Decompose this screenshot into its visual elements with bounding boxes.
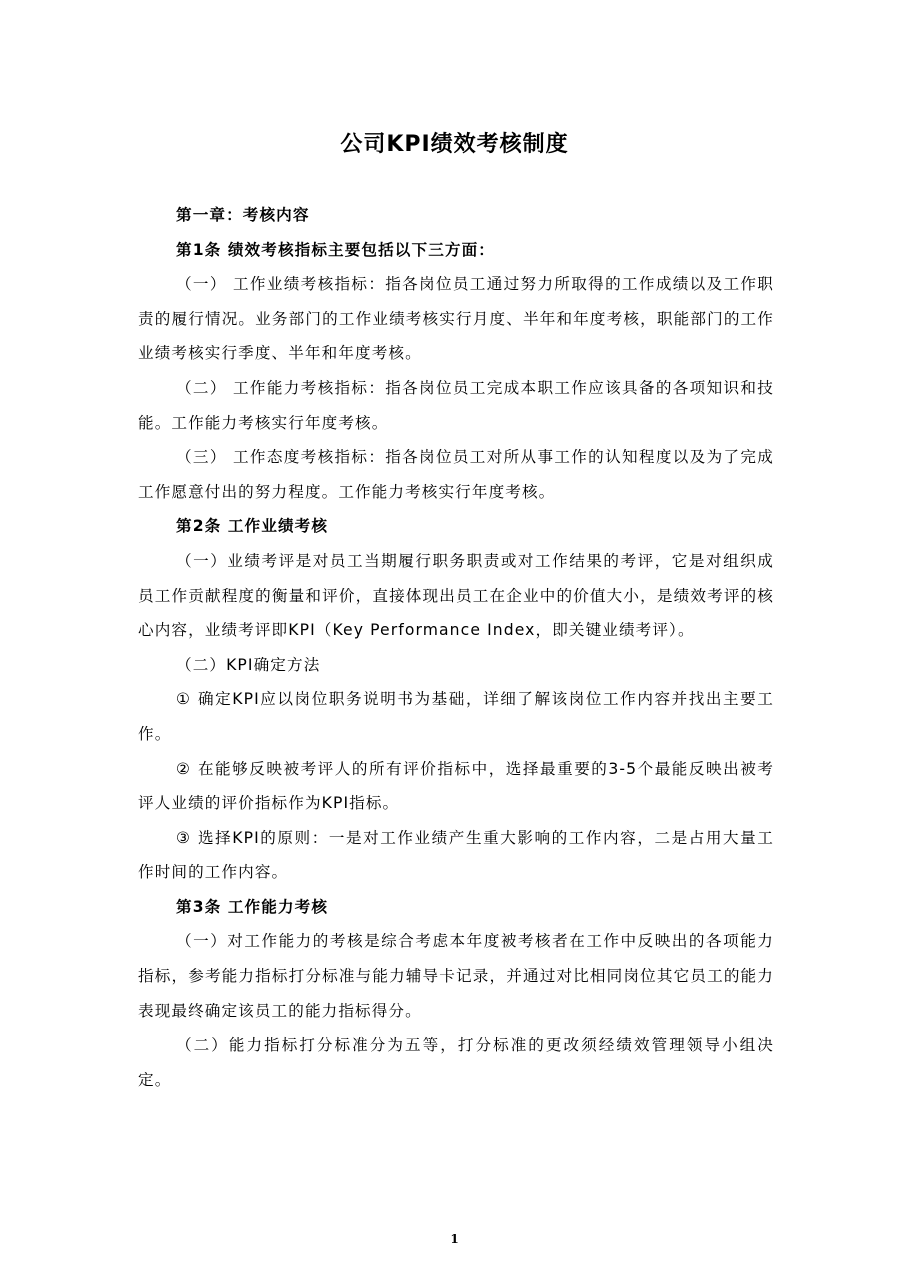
list-item-kpi-2: ② 在能够反映被考评人的所有评价指标中，选择最重要的3-5个最能反映出被考评人业绩的评价指标作为KPI指标。 [138, 759, 774, 813]
paragraph-ability-scoring: （二）能力指标打分标准分为五等，打分标准的更改须经绩效管理领导小组决定。 [138, 1036, 774, 1089]
article-1-heading: 第1条 绩效考核指标主要包括以下三方面： [176, 240, 495, 259]
article-2-heading: 第2条 工作业绩考核 [176, 517, 329, 536]
paragraph-kpi-method: （二）KPI确定方法 [176, 655, 321, 674]
paragraph-performance-evaluation: （一）业绩考评是对员工当期履行职务职责或对工作结果的考评，它是对组织成员工作贡献程度的衡量和评价，直接体现出员工在企业中的价值大小，是绩效考评的核心内容，业绩考评即KPI（Key Performance Index，即关键业绩考评）。 [138, 551, 774, 640]
paragraph-ability-assessment: （一）对工作能力的考核是综合考虑本年度被考核者在工作中反映出的各项能力指标，参考能力指标打分标准与能力辅导卡记录，并通过对比相同岗位其它员工的能力表现最终确定该员工的能力指标得分。 [138, 932, 774, 1020]
document-body [138, 198, 774, 1097]
paragraph-work-attitude-indicator: （三） 工作态度考核指标：指各岗位员工对所从事工作的认知程度以及为了完成工作愿意付出的努力程度。工作能力考核实行年度考核。 [138, 448, 774, 501]
paragraph-work-ability-indicator: （二） 工作能力考核指标：指各岗位员工完成本职工作应该具备的各项知识和技能。工作能力考核实行年度考核。 [138, 378, 774, 432]
paragraph-work-performance-indicator: （一） 工作业绩考核指标：指各岗位员工通过努力所取得的工作成绩以及工作职责的履行情况。业务部门的工作业绩考核实行月度、半年和年度考核，职能部门的工作业绩考核实行季度、半年和年度考核。 [138, 275, 774, 363]
page-number: 1 [450, 1232, 459, 1246]
chapter-heading: 第一章：考核内容 [176, 206, 310, 224]
list-item-kpi-1: ① 确定KPI应以岗位职务说明书为基础，详细了解该岗位工作内容并找出主要工作。 [138, 690, 774, 743]
article-3-heading: 第3条 工作能力考核 [176, 897, 329, 916]
document-title: 公司KPI绩效考核制度 [340, 132, 569, 157]
list-item-kpi-3: ③ 选择KPI的原则：一是对工作业绩产生重大影响的工作内容，二是占用大量工作时间的工作内容。 [138, 828, 774, 882]
